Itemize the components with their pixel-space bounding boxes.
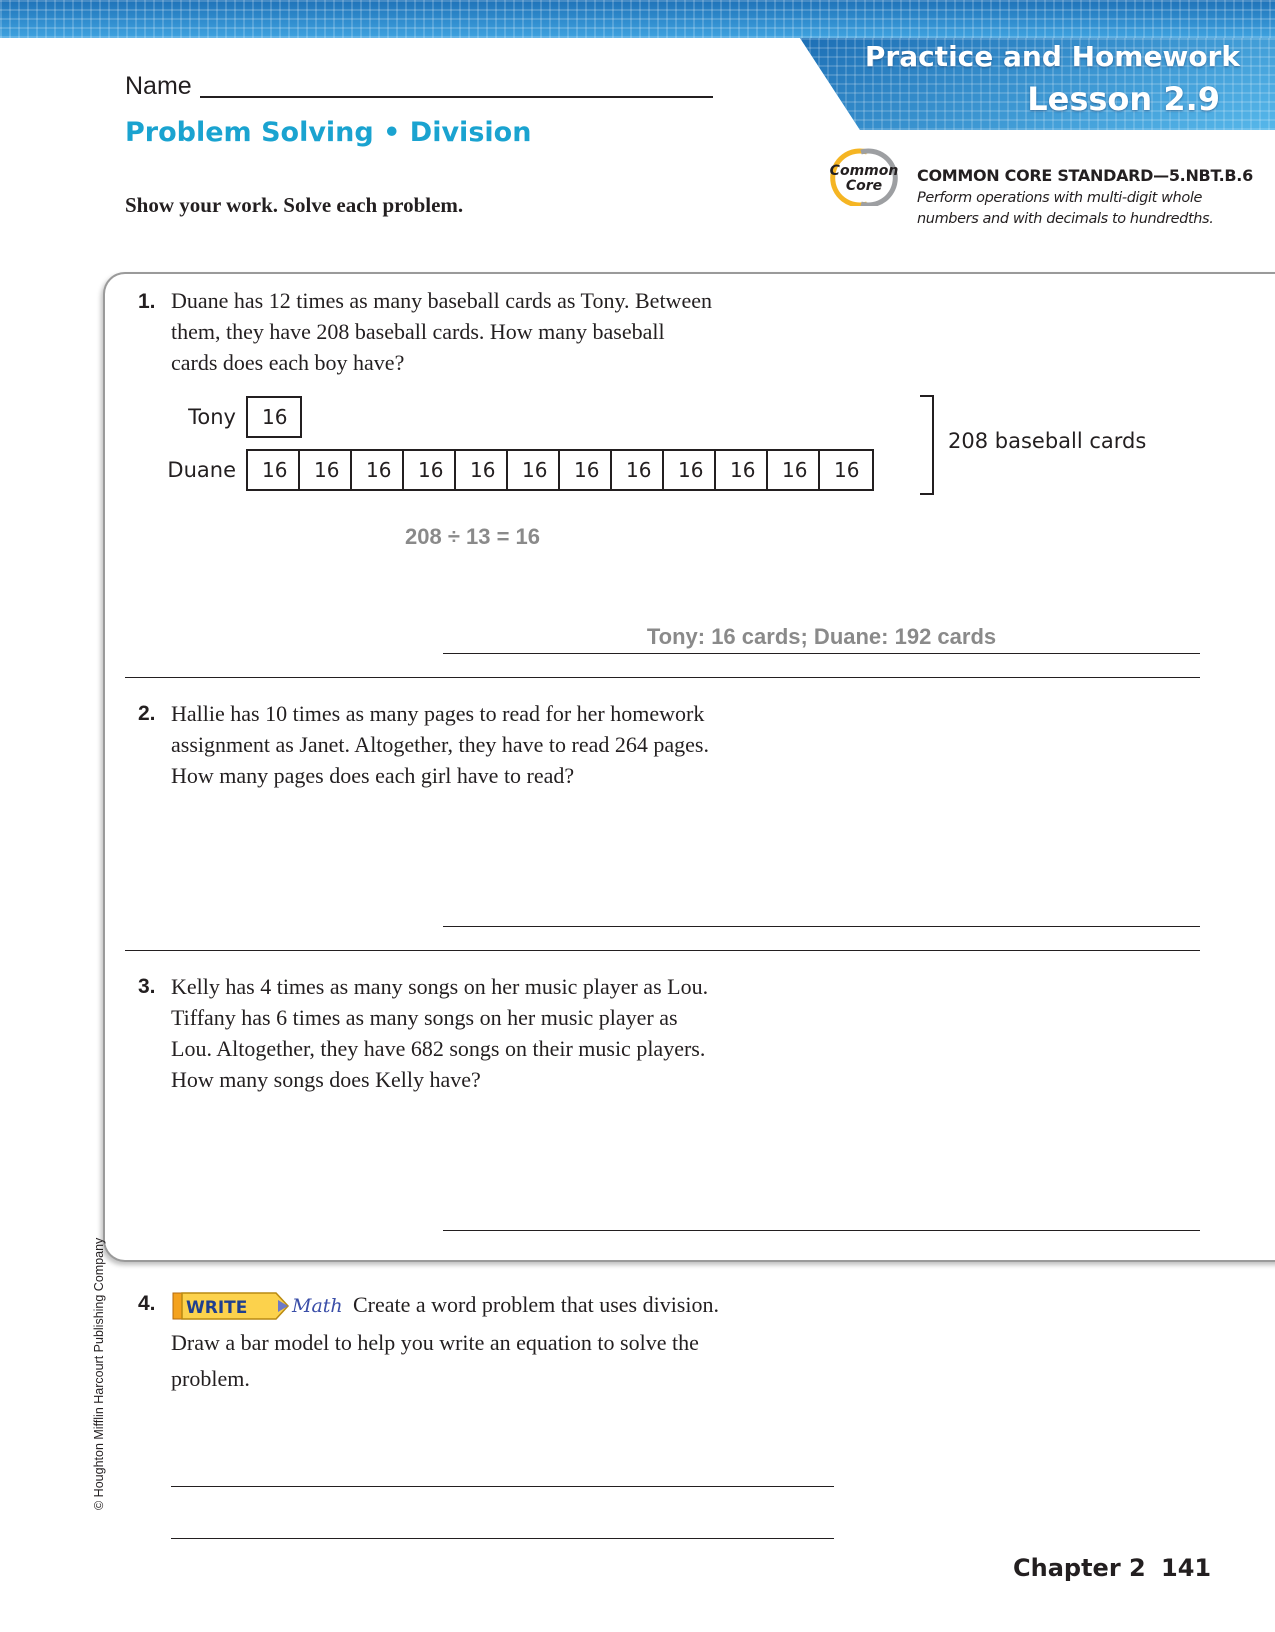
- problem-divider: [125, 677, 1200, 678]
- duane-bar-cell: 16: [716, 451, 768, 489]
- page-number: 141: [1161, 1554, 1212, 1582]
- chapter-label: Chapter 2: [1013, 1554, 1146, 1582]
- problem-1-answer: Tony: 16 cards; Duane: 192 cards: [646, 624, 997, 649]
- bar-label-tony: Tony: [188, 405, 236, 429]
- instructions: Show your work. Solve each problem.: [125, 193, 464, 217]
- header-texture-band: [0, 0, 1275, 38]
- problem-1-text: Duane has 12 times as many baseball cards as Tony. Between them, they have 208 baseball cards. How many baseball cards does each boy have?: [171, 288, 712, 375]
- standard-description: Perform operations with multi-digit whole numbers and with decimals to hundredths.: [917, 190, 1214, 227]
- name-field-line[interactable]: [200, 96, 713, 98]
- lesson-title: Problem Solving • Division: [125, 117, 532, 148]
- duane-bar-cell: 16: [768, 451, 820, 489]
- cc-logo-word-core: Core: [845, 178, 883, 194]
- write-badge-label: WRITE: [186, 1298, 248, 1318]
- duane-bar-cell: 16: [404, 451, 456, 489]
- problem-2-answer-line[interactable]: [443, 926, 1200, 927]
- write-math-badge-icon: [172, 1290, 347, 1322]
- name-label: Name: [125, 72, 192, 100]
- duane-bar-cell: 16: [664, 451, 716, 489]
- copyright-notice: © Houghton Mifflin Harcourt Publishing Company: [92, 1237, 106, 1510]
- bar-label-duane: Duane: [167, 458, 236, 482]
- duane-bar-cell: 16: [612, 451, 664, 489]
- bracket-total-label: 208 baseball cards: [948, 429, 1147, 453]
- banner-practice-title: Practice and Homework: [864, 40, 1240, 73]
- problem-4-text-rest: Draw a bar model to help you write an equation to solve the problem.: [171, 1330, 699, 1391]
- problem-1-work-equation: 208 ÷ 13 = 16: [405, 524, 541, 549]
- duane-bar-cell: 16: [834, 458, 860, 482]
- problem-4-answer-line[interactable]: [171, 1538, 834, 1539]
- problem-1-number: 1.: [138, 290, 156, 313]
- problem-4-text-line1: Create a word problem that uses division.: [353, 1292, 719, 1317]
- standard-code: COMMON CORE STANDARD—5.NBT.B.6: [917, 166, 1253, 185]
- problem-3-number: 3.: [138, 975, 156, 998]
- duane-bar: [246, 449, 874, 491]
- problem-3-answer-line[interactable]: [443, 1230, 1200, 1231]
- math-badge-label: Math: [292, 1295, 343, 1317]
- tony-bar: [246, 396, 302, 438]
- problem-divider: [125, 950, 1200, 951]
- banner-lesson-number: Lesson 2.9: [1027, 80, 1220, 118]
- common-core-logo-icon: [823, 148, 905, 206]
- tony-bar-cell: 16: [262, 405, 288, 429]
- problem-1-answer-line[interactable]: [443, 653, 1200, 654]
- cc-logo-word-common: Common: [829, 163, 899, 179]
- duane-bar-cell: 16: [300, 451, 352, 489]
- duane-bar-cell: 16: [508, 451, 560, 489]
- problem-2-number: 2.: [138, 702, 156, 725]
- total-bracket: [920, 395, 934, 495]
- problem-3-text: Kelly has 4 times as many songs on her music player as Lou. Tiffany has 6 times as many songs on her music player as Lou. Altogether, they have 682 songs on their music players. How many songs does Kelly have?: [171, 974, 709, 1092]
- problem-2-text: Hallie has 10 times as many pages to read for her homework assignment as Janet. Altogether, they have to read 264 pages. How many pages does each girl have to read?: [171, 701, 709, 788]
- duane-bar-cell: 16: [352, 451, 404, 489]
- duane-bar-cell: 16: [248, 451, 300, 489]
- duane-bar-cell: 16: [560, 451, 612, 489]
- problem-4-number: 4.: [138, 1292, 156, 1315]
- duane-bar-cell: 16: [456, 451, 508, 489]
- problem-4-answer-line[interactable]: [171, 1486, 834, 1487]
